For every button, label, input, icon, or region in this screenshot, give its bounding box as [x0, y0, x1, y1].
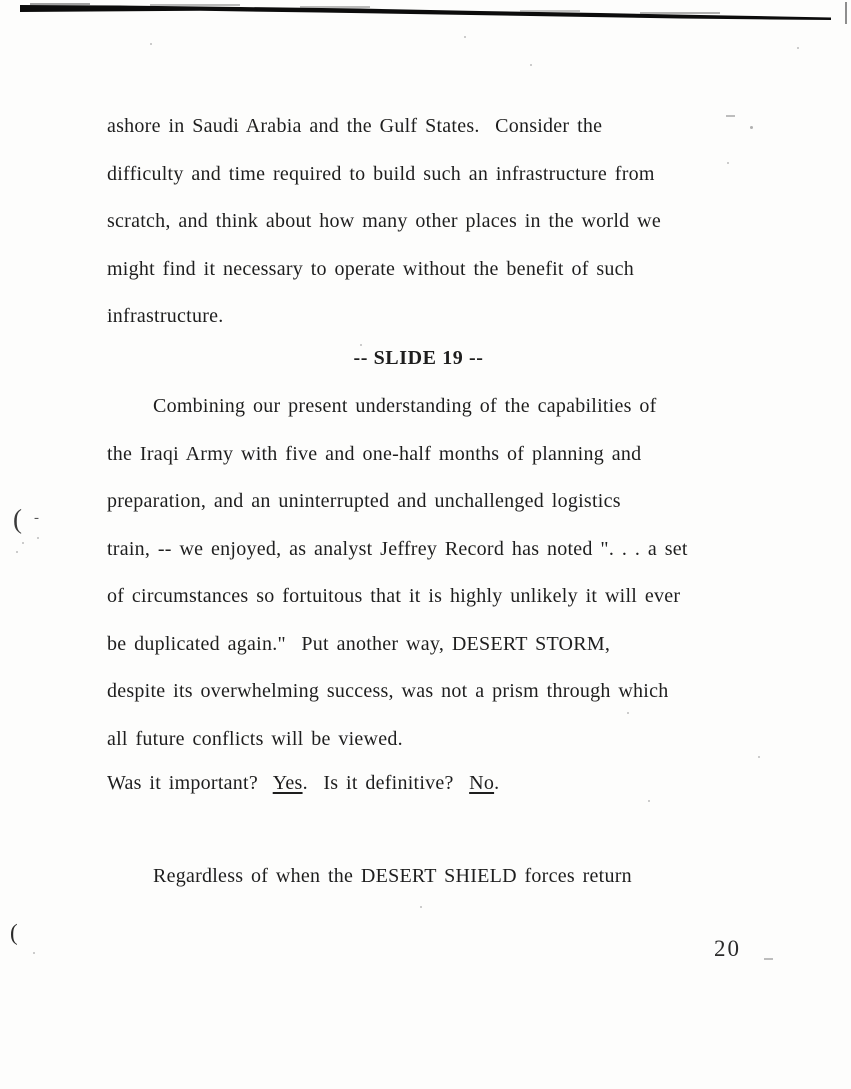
scan-artifact-paren-mark-mid: (	[13, 504, 22, 534]
text-line: the Iraqi Army with five and one-half months of planning and	[107, 442, 642, 465]
text-line: might find it necessary to operate without the benefit of such	[107, 257, 635, 280]
qa-text: .	[494, 772, 500, 794]
text-line: of circumstances so fortuitous that it is highly unlikely it will ever	[107, 585, 681, 607]
scan-speck	[530, 64, 532, 66]
scan-speck	[420, 906, 422, 908]
slide-heading: -- SLIDE 19 --	[353, 347, 484, 369]
page-number: 20	[714, 936, 741, 961]
text-line: difficulty and time required to build such an infrastructure from	[107, 162, 655, 185]
scan-artifact-paren-mark-bottom: (	[10, 920, 18, 945]
scan-speck	[33, 952, 35, 954]
text-line: Combining our present understanding of the capabilities of	[153, 395, 657, 417]
text-line: be duplicated again." Put another way, DESERT STORM,	[107, 632, 611, 655]
scan-speck	[360, 344, 362, 346]
scan-speck	[37, 537, 39, 539]
text-line: all future conflicts will be viewed.	[107, 727, 403, 750]
scan-artifact-dash-mark-mid: -	[34, 510, 39, 526]
scan-speck	[727, 162, 729, 164]
qa-text: . Is it definitive?	[302, 772, 470, 794]
scan-speck	[726, 115, 735, 117]
scan-speck	[627, 712, 629, 714]
scan-speck	[758, 756, 760, 758]
text-line: ashore in Saudi Arabia and the Gulf States. Consider the	[107, 115, 603, 137]
scan-speck	[464, 36, 466, 38]
scan-speck	[150, 43, 152, 45]
text-line: Regardless of when the DESERT SHIELD forces return	[153, 865, 632, 887]
paragraph-infrastructure	[107, 103, 797, 341]
scan-speck	[750, 126, 753, 129]
paragraph-closing	[107, 853, 797, 901]
text-line: despite its overwhelming success, was not a prism through which	[107, 680, 669, 702]
scan-speck	[16, 551, 18, 553]
underlined-answer: No	[469, 772, 495, 794]
scan-speck	[764, 958, 773, 960]
scan-speck	[22, 542, 24, 544]
underlined-answer: Yes	[272, 772, 303, 794]
text-line: preparation, and an uninterrupted and unchallenged logistics	[107, 490, 621, 512]
paragraph-slide19-discussion	[107, 383, 797, 763]
text-line: train, -- we enjoyed, as analyst Jeffrey Record has noted ". . . a set	[107, 537, 688, 560]
scan-artifact-top-edge	[0, 0, 851, 30]
scan-speck	[648, 800, 650, 802]
qa-text: Was it important?	[107, 772, 273, 794]
text-line: scratch, and think about how many other places in the world we	[107, 210, 661, 232]
scan-speck	[797, 47, 799, 49]
question-answer-line	[107, 760, 797, 808]
text-line: infrastructure.	[107, 305, 224, 327]
